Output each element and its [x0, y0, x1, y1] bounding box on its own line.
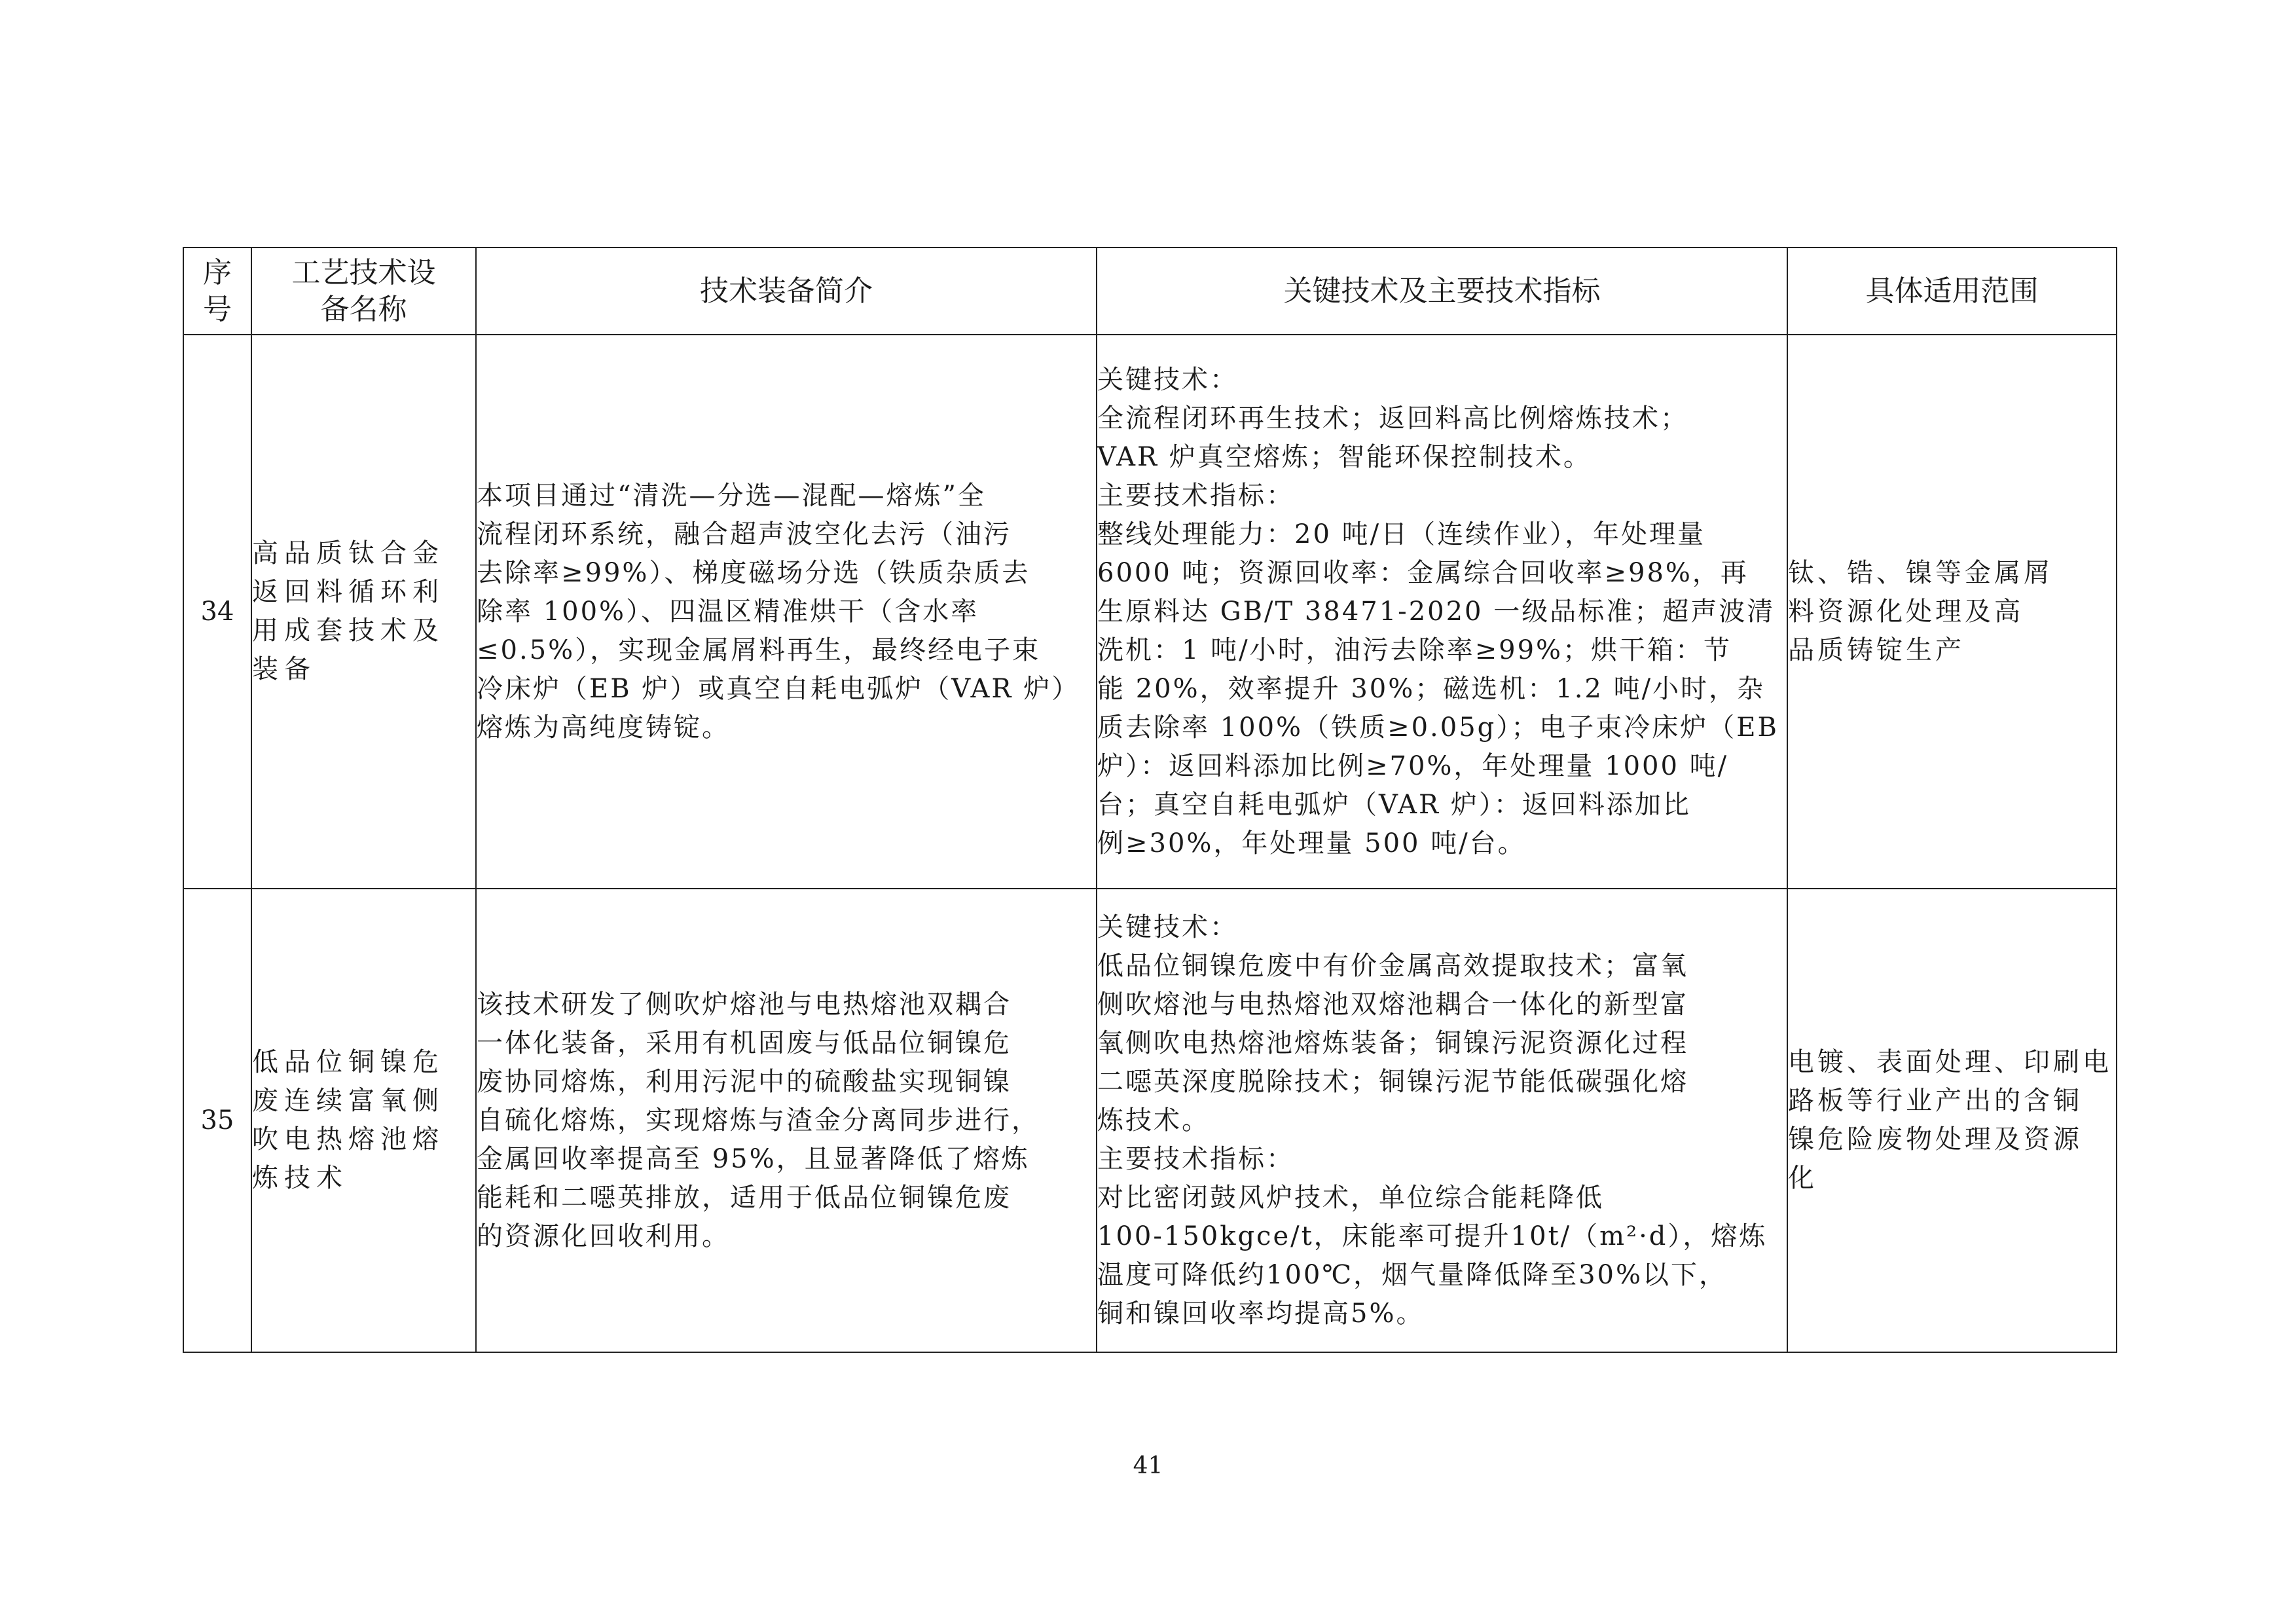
page-number: 41 — [1133, 1452, 1163, 1479]
row-indicators: 关键技术： 全流程闭环再生技术；返回料高比例熔炼技术； VAR 炉真空熔炼；智能环保控制技术。 主要技术指标： 整线处理能力：20 吨/日（连续作业），年处理量 6000 吨；资源回收率：金属综合回收率≥98%，再 生原料达 GB/T 38471-2020 一级品标准；超声波清 洗机：1 吨/小时，油污去除率≥99%；烘干箱：节 能 20%，效率提升 30%；磁选机：1.2 吨/小时，杂 质去除率 100%（铁质≥0.05g）；电子束冷床炉（EB 炉）：返回料添加比例≥70%，年处理量 1000 吨/ 台；真空自耗电弧炉（VAR 炉）：返回料添加比 例≥30%，年处理量 500 吨/台。 — [1097, 335, 1787, 889]
row-seq: 35 — [183, 889, 251, 1352]
key-tech-label: 关键技术： — [1097, 912, 1238, 942]
header-row — [183, 248, 2117, 335]
header-name: 工艺技术设 备名称 — [251, 248, 476, 335]
table-row — [183, 335, 2117, 889]
header-seq: 序 号 — [183, 248, 251, 335]
row-seq: 34 — [183, 335, 251, 889]
header-scope: 具体适用范围 — [1787, 248, 2117, 335]
row-indicators: 关键技术： 低品位铜镍危废中有价金属高效提取技术；富氧 侧吹熔池与电热熔池双熔池耦合一体化的新型富 氧侧吹电热熔池熔炼装备；铜镍污泥资源化过程 二噁英深度脱除技术；铜镍污泥节能低碳强化熔 炼技术。 主要技术指标： 对比密闭鼓风炉技术，单位综合能耗降低 100-150kgce/t，床能率可提升10t/（m²·d），熔炼 温度可降低约100℃，烟气量降低降至30%以下， 铜和镍回收率均提高5%。 — [1097, 889, 1787, 1352]
row-intro: 本项目通过“清洗—分选—混配—熔炼”全 流程闭环系统，融合超声波空化去污（油污 去除率≥99%）、梯度磁场分选（铁质杂质去 除率 100%）、四温区精准烘干（含水率 ≤0.5%），实现金属屑料再生，最终经电子束 冷床炉（EB 炉）或真空自耗电弧炉（VAR 炉） 熔炼为高纯度铸锭。 — [476, 335, 1097, 889]
header-intro: 技术装备简介 — [476, 248, 1097, 335]
row-scope: 钛、锆、镍等金属屑 料资源化处理及高 品质铸锭生产 — [1787, 335, 2117, 889]
key-tech-label: 关键技术： — [1097, 364, 1238, 395]
indicator-label: 主要技术指标： — [1097, 1143, 1294, 1174]
row-name: 高品质钛合金 返回料循环利 用成套技术及 装备 — [251, 335, 476, 889]
header-indicators: 关键技术及主要技术指标 — [1097, 248, 1787, 335]
row-scope: 电镀、表面处理、印刷电 路板等行业产出的含铜 镍危险废物处理及资源 化 — [1787, 889, 2117, 1352]
technology-table — [183, 247, 2117, 1353]
table-row — [183, 889, 2117, 1352]
row-name: 低品位铜镍危 废连续富氧侧 吹电热熔池熔 炼技术 — [251, 889, 476, 1352]
indicator-label: 主要技术指标： — [1097, 480, 1294, 511]
row-intro: 该技术研发了侧吹炉熔池与电热熔池双耦合 一体化装备，采用有机固废与低品位铜镍危 废协同熔炼，利用污泥中的硫酸盐实现铜镍 自硫化熔炼，实现熔炼与渣金分离同步进行， 金属回收率提高至 95%，且显著降低了熔炼 能耗和二噁英排放，适用于低品位铜镍危废 的资源化回收利用。 — [476, 889, 1097, 1352]
